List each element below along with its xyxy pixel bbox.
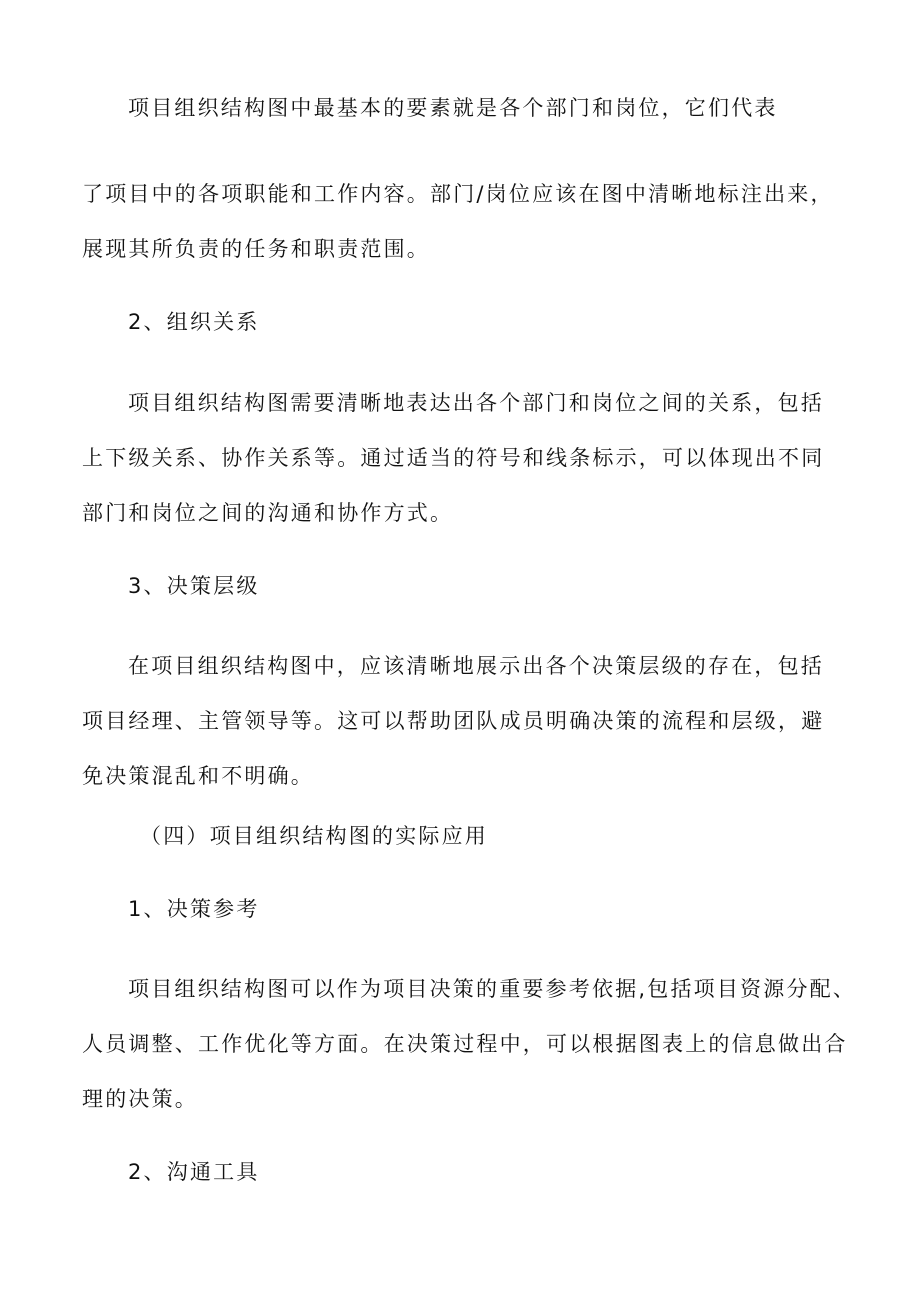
chapter-heading: （四）项目组织结构图的实际应用 bbox=[140, 824, 488, 848]
paragraph-line: 上下级关系、协作关系等。通过适当的符号和线条标示，可以体现出不同 bbox=[82, 446, 825, 470]
paragraph-line: 免决策混乱和不明确。 bbox=[82, 764, 314, 788]
paragraph-line: 展现其所负责的任务和职责范围。 bbox=[82, 237, 430, 261]
paragraph-line: 人员调整、工作优化等方面。在决策过程中，可以根据图表上的信息做出合 bbox=[82, 1032, 848, 1056]
section-heading: 1、决策参考 bbox=[128, 897, 260, 921]
section-heading: 2、组织关系 bbox=[128, 310, 260, 334]
section-heading: 3、决策层级 bbox=[128, 574, 260, 598]
paragraph-line: 部门和岗位之间的沟通和协作方式。 bbox=[82, 501, 454, 525]
paragraph-line: 理的决策。 bbox=[82, 1087, 198, 1111]
paragraph-line: 在项目组织结构图中，应该清晰地展示出各个决策层级的存在，包括 bbox=[128, 654, 824, 678]
paragraph-line: 项目经理、主管领导等。这可以帮助团队成员明确决策的流程和层级，避 bbox=[82, 709, 825, 733]
paragraph-line: 项目组织结构图需要清晰地表达出各个部门和岗位之间的关系，包括 bbox=[128, 391, 824, 415]
paragraph-line: 项目组织结构图可以作为项目决策的重要参考依据,包括项目资源分配、 bbox=[128, 977, 857, 1001]
paragraph-line: 了项目中的各项职能和工作内容。部门/岗位应该在图中清晰地标注出来， bbox=[82, 182, 834, 206]
section-heading: 2、沟通工具 bbox=[128, 1160, 260, 1184]
paragraph-line: 项目组织结构图中最基本的要素就是各个部门和岗位，它们代表 bbox=[128, 96, 778, 120]
